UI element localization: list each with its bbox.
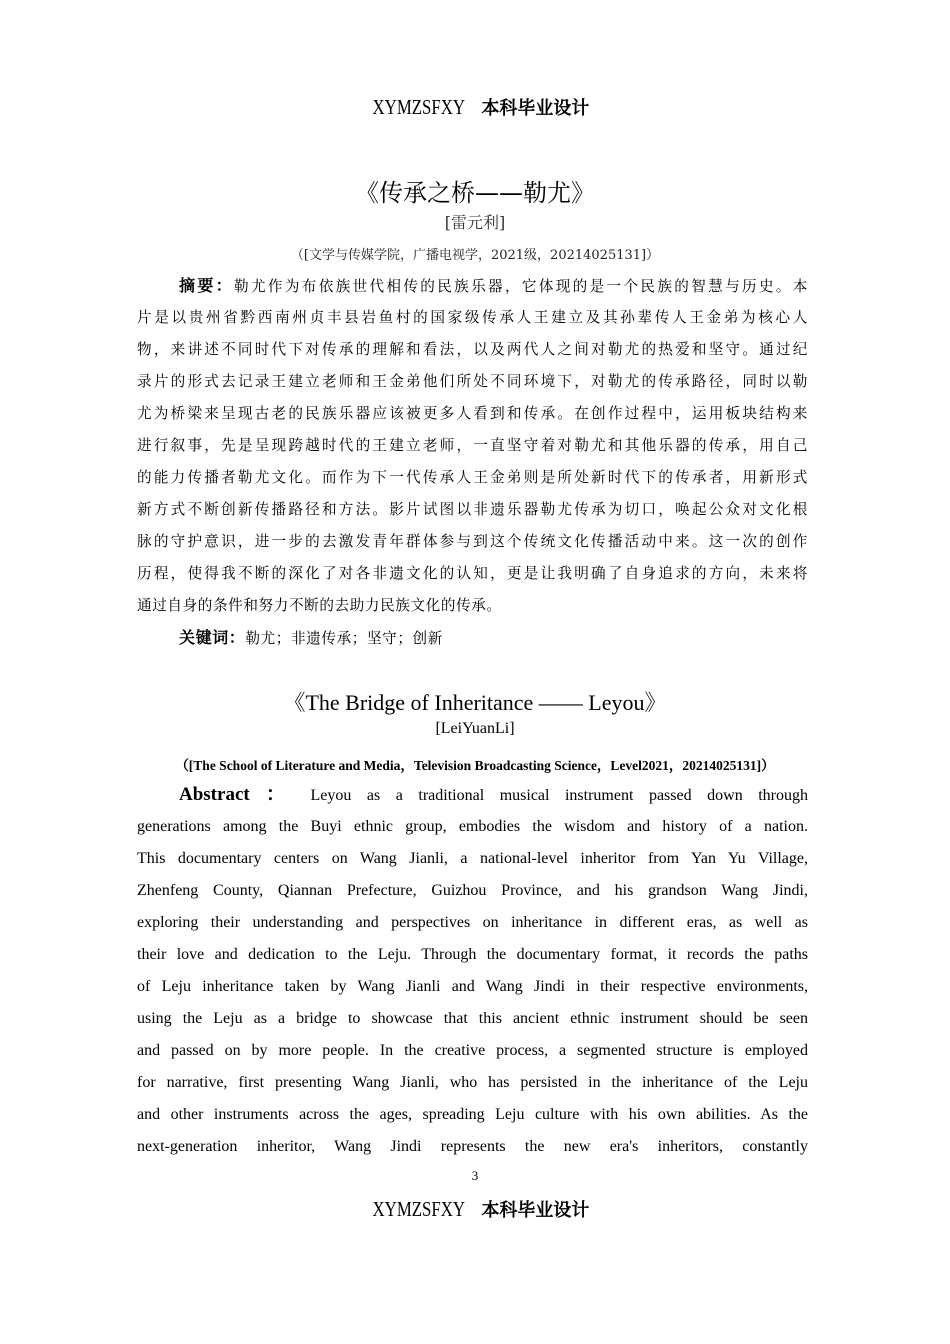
en-abstract [137,779,808,1163]
header-latin: XYMZSFXY [372,95,465,119]
en-affiliation: （[The School of Literature and Media，Television Broadcasting Science，Level2021，20214025131]） [175,758,775,773]
footer-cn: 本科毕业设计 [481,1200,590,1221]
en-abstract-label: Abstract ： [179,784,297,805]
en-abstract-line: using the Leju as a bridge to showcase that this ancient ethnic instrument should be seen [137,1010,808,1027]
cn-keywords [137,622,808,654]
en-abstract-line: and other instruments across the ages, spreading Leju culture with his own abilities. As the [137,1106,808,1123]
header-cn: 本科毕业设计 [481,98,590,119]
cn-abstract [137,270,808,654]
en-abstract-text: Leyou as a traditional musical instrument passed down through [310,787,809,804]
en-abstract-line: next-generation inheritor, Wang Jindi represents the new era's inheritors, constantly [137,1138,808,1155]
cn-abstract-line: 进行叙事，先是呈现跨越时代的王建立老师，一直坚守着对勒尤和其他乐器的传承，用自己 [137,437,808,454]
en-abstract-line: of Leju inheritance taken by Wang Jianli and Wang Jindi in their respective environments, [137,978,808,995]
cn-abstract-line: 新方式不断创新传播路径和方法。影片试图以非遗乐器勒尤传承为切口，唤起公众对文化根 [137,501,808,518]
cn-abstract-line: 物，来讲述不同时代下对传承的理解和看法，以及两代人之间对勒尤的热爱和坚守。通过纪 [137,341,808,358]
cn-abstract-label: 摘要： [179,276,235,295]
page-number: 3 [471,1168,479,1183]
cn-keywords-value: 勒尤；非遗传承；坚守；创新 [245,630,443,647]
cn-abstract-line: 的能力传播者勒尤文化。而作为下一代传承人王金弟则是所处新时代下的传承者，用新形式 [137,469,808,486]
en-abstract-line: their love and dedication to the Leju. Through the documentary format, it records the paths [137,946,808,963]
en-abstract-line: This documentary centers on Wang Jianli, a national-level inheritor from Yan Yu Village, [137,850,808,867]
en-abstract-line: and passed on by more people. In the creative process, a segmented structure is employed [137,1042,808,1059]
en-abstract-line: for narrative, first presenting Wang Jianli, who has persisted in the inheritance of the Leju [137,1074,808,1091]
en-abstract-line: Zhenfeng County, Qiannan Prefecture, Guizhou Province, and his grandson Wang Jindi, [137,882,808,899]
en-title: 《The Bridge of Inheritance —— Leyou》 [283,690,667,715]
cn-keywords-label: 关键词： [179,628,246,647]
cn-abstract-line: 脉的守护意识，进一步的去激发青年群体参与到这个传统文化传播活动中来。这一次的创作 [137,533,808,550]
en-abstract-line: exploring their understanding and perspectives on inheritance in different eras, as well as [137,914,808,931]
cn-abstract-text: 勒尤作为布依族世代相传的民族乐器，它体现的是一个民族的智慧与历史。本 [234,278,808,295]
cn-author: [雷元利] [444,213,506,232]
page-header [0,94,950,120]
en-abstract-line [137,779,808,811]
cn-abstract-line: 历程，使得我不断的深化了对各非遗文化的认知，更是让我明确了自身追求的方向，未来将 [137,565,808,582]
en-author: [LeiYuanLi] [435,720,515,737]
cn-abstract-line: 通过自身的条件和努力不断的去助力民族文化的传承。 [137,597,502,614]
cn-affiliation: （[文学与传媒学院，广播电视学，2021级，20214025131]） [290,248,660,263]
page-footer [0,1196,950,1222]
en-abstract-line: generations among the Buyi ethnic group, embodies the wisdom and history of a nation. [137,818,808,835]
cn-abstract-line [137,270,808,302]
cn-abstract-line: 录片的形式去记录王建立老师和王金弟他们所处不同环境下，对勒尤的传承路径，同时以勒 [137,373,808,390]
cn-title: 《传承之桥——勒尤》 [355,179,595,207]
cn-abstract-line: 尤为桥梁来呈现古老的民族乐器应该被更多人看到和传承。在创作过程中，运用板块结构来 [137,405,808,422]
footer-latin: XYMZSFXY [372,1197,465,1221]
cn-abstract-line: 片是以贵州省黔西南州贞丰县岩鱼村的国家级传承人王建立及其孙辈传人王金弟为核心人 [137,309,808,326]
